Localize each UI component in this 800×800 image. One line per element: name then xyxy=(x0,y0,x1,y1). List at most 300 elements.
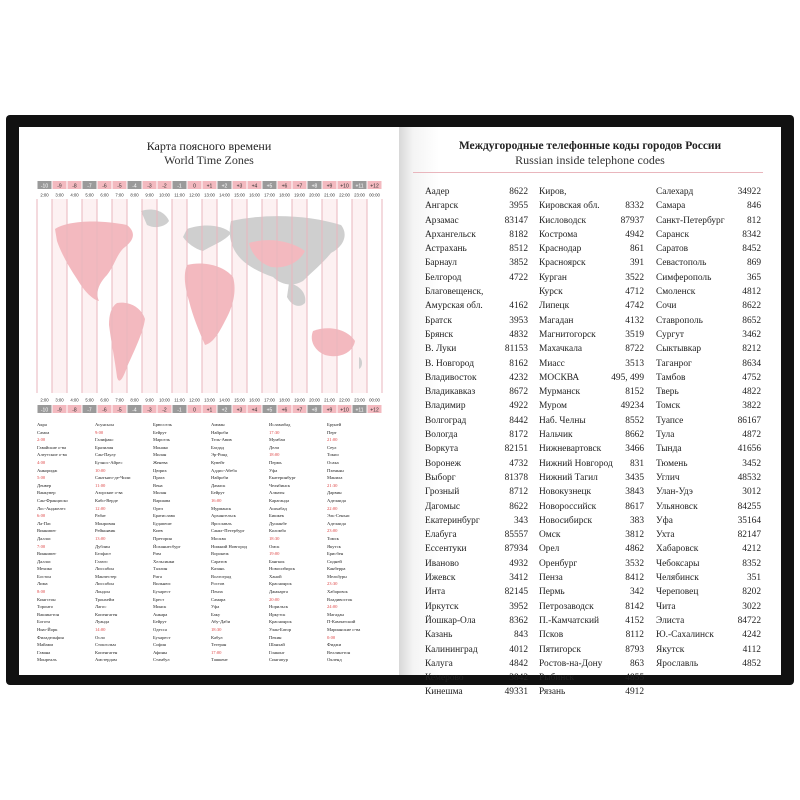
phone-code-row xyxy=(539,342,644,356)
phone-code: 8552 xyxy=(625,415,644,426)
phone-code-row xyxy=(425,671,528,685)
city-entry: Абу-Даби xyxy=(211,619,231,625)
time-label-bottom: 19:00 xyxy=(294,397,305,403)
phone-code: 3452 xyxy=(742,458,761,469)
phone-code-row xyxy=(425,242,528,256)
city-entry: 10:00 xyxy=(95,467,106,473)
phone-code: 3435 xyxy=(625,472,644,483)
phone-code: 8442 xyxy=(509,415,528,426)
city-name: Владивосток xyxy=(425,372,477,383)
phone-code-row xyxy=(425,528,528,542)
offset-label-bottom: +5 xyxy=(266,407,273,414)
time-label-top: 7:00 xyxy=(115,192,124,198)
phone-code: 87934 xyxy=(504,544,528,555)
time-label-top: 15:00 xyxy=(234,192,245,198)
city-name: Братск xyxy=(425,315,452,326)
city-entry: 11:00 xyxy=(95,482,106,488)
offset-label-top: -10 xyxy=(40,183,49,190)
time-label-top: 20:00 xyxy=(309,192,320,198)
phone-code-row xyxy=(656,342,761,356)
city-name: Наб. Челны xyxy=(539,415,586,426)
phone-code-row xyxy=(656,328,761,342)
offset-label-bottom: 0 xyxy=(193,407,196,414)
city-name: Ю.-Сахалинск xyxy=(656,630,714,641)
time-label-bottom: 15:00 xyxy=(234,397,245,403)
city-entry: 17:00 xyxy=(211,649,222,655)
offset-label-top: +10 xyxy=(340,183,349,190)
city-name: Белгород xyxy=(425,272,462,283)
city-entry: Гавана xyxy=(37,649,51,655)
phone-code-row xyxy=(656,199,761,213)
city-name: Амурская обл. xyxy=(425,301,483,312)
phone-code-row xyxy=(656,571,761,585)
city-name: Хабаровск xyxy=(656,544,699,555)
city-entry: 5:00 xyxy=(37,475,46,481)
city-name: Кисловодск xyxy=(539,215,587,226)
city-entry: Монровия xyxy=(95,520,116,526)
city-name: Нальчик xyxy=(539,430,573,441)
city-entry: Нью-Йорк xyxy=(37,627,58,633)
city-entry: Лагос xyxy=(95,604,107,610)
city-name: Нижний Новгород xyxy=(539,458,613,469)
phone-code-row xyxy=(425,256,528,270)
phone-code: 8452 xyxy=(742,244,761,255)
city-entry: Рига xyxy=(153,573,162,579)
phone-code-row xyxy=(539,185,644,199)
city-entry: Сингапур xyxy=(269,657,288,663)
time-zones-subtitle: World Time Zones xyxy=(164,153,254,167)
city-entry: Веллингтон xyxy=(327,649,351,655)
city-name: Аадер xyxy=(425,187,450,197)
phone-code: 3955 xyxy=(509,201,528,212)
phone-code-row xyxy=(539,500,644,514)
city-entry: Галифакс xyxy=(95,437,114,443)
city-entry: Пермь xyxy=(269,459,282,465)
phone-code: 3952 xyxy=(509,601,528,612)
phone-code: 8634 xyxy=(742,358,761,369)
city-name: Омск xyxy=(539,530,561,541)
city-entry: Варшава xyxy=(153,497,171,503)
zone-band xyxy=(37,199,52,393)
phone-code: 4162 xyxy=(509,301,528,312)
city-name: Ижевск xyxy=(425,573,456,584)
phone-code: 86167 xyxy=(737,415,761,426)
city-entry: Челябинск xyxy=(269,482,290,488)
phone-code: 861 xyxy=(629,244,644,255)
phone-code: 4942 xyxy=(625,229,644,240)
city-name: Курск xyxy=(539,287,563,298)
phone-code: 4812 xyxy=(742,287,761,298)
city-entry: Кабо-Верде xyxy=(95,497,118,503)
city-name: Екатеринбург xyxy=(425,515,480,526)
city-entry: Джакарта xyxy=(269,589,288,595)
city-name: Воркута xyxy=(425,444,459,455)
offset-label-bottom: -2 xyxy=(162,407,167,414)
city-entry: Сеул xyxy=(327,444,337,450)
city-entry: Пенза xyxy=(211,589,223,595)
zone-band xyxy=(157,199,172,393)
city-entry: Бейрут xyxy=(153,619,167,625)
city-entry: Сантьяго-де-Чили xyxy=(95,475,131,481)
phone-code: 343 xyxy=(513,515,528,526)
offset-label-bottom: +6 xyxy=(281,407,288,414)
city-entry: Аделаида xyxy=(327,520,346,526)
phone-code: 3812 xyxy=(625,530,644,541)
city-entry: Мурманск xyxy=(211,505,232,511)
offset-label-bottom: +10 xyxy=(340,407,349,414)
city-name: Грозный xyxy=(425,487,460,498)
phone-code-row xyxy=(425,385,528,399)
phone-code-row xyxy=(539,314,644,328)
city-entry: Бостон xyxy=(37,573,51,579)
city-name: Ставрополь xyxy=(656,315,703,326)
city-name: Иваново xyxy=(425,558,459,569)
phone-code: 4932 xyxy=(509,558,528,569)
phone-code: 8142 xyxy=(625,601,644,612)
city-entry: Минск xyxy=(153,604,167,610)
city-name: П.-Камчатский xyxy=(539,615,600,626)
phone-code-row xyxy=(656,657,761,671)
city-entry: Тронхейм xyxy=(95,596,115,602)
city-entry: 12:00 xyxy=(95,505,106,511)
offset-label-bottom: +3 xyxy=(236,407,243,414)
phone-code: 8112 xyxy=(625,630,644,641)
city-entry: Брюссель xyxy=(153,422,172,427)
city-entry: Окленд xyxy=(327,657,342,663)
city-name: Брянск xyxy=(425,329,454,340)
offset-label-bottom: -5 xyxy=(117,407,122,414)
phone-code: 35164 xyxy=(737,515,761,526)
phone-code-row xyxy=(425,614,528,628)
city-name: Калуга xyxy=(425,658,453,669)
phone-code-row xyxy=(539,442,644,456)
city-entry: Дарвин xyxy=(327,490,342,496)
phone-code: 383 xyxy=(629,515,644,526)
time-label-bottom: 22:00 xyxy=(339,397,350,403)
phone-code-row xyxy=(539,671,644,685)
time-label-top: 16:00 xyxy=(249,192,260,198)
city-entry: 4:00 xyxy=(37,459,46,465)
time-label-bottom: 5:00 xyxy=(85,397,94,403)
phone-code: 4752 xyxy=(742,372,761,383)
header-divider xyxy=(413,172,763,173)
time-label-top: 6:00 xyxy=(100,192,109,198)
city-name: Тюмень xyxy=(656,458,688,469)
city-name: Пятигорск xyxy=(539,644,581,655)
zone-band xyxy=(367,199,382,393)
city-entry: Найроби xyxy=(211,429,229,435)
city-name: Миасс xyxy=(539,358,565,369)
city-entry: 16:00 xyxy=(211,497,222,503)
phone-code-row xyxy=(539,328,644,342)
phone-code: 8332 xyxy=(625,201,644,212)
time-label-bottom: 20:00 xyxy=(309,397,320,403)
city-name: Пенза xyxy=(539,573,563,584)
city-entry: Аддис-Абеба xyxy=(211,467,237,473)
phone-code: 3522 xyxy=(625,272,644,283)
city-entry: Марианские о-ва xyxy=(327,627,361,633)
city-entry: Караганда xyxy=(269,497,290,503)
city-entry: 18:30 xyxy=(269,535,280,541)
phone-code: 4712 xyxy=(625,287,644,298)
offset-label-top: +11 xyxy=(355,183,364,190)
phone-code-column xyxy=(656,185,761,671)
phone-code: 8793 xyxy=(625,644,644,655)
time-label-top: 2:00 xyxy=(40,192,49,198)
time-label-top: 4:00 xyxy=(70,192,79,198)
city-entry: Ашхабад xyxy=(269,505,287,511)
phone-code: 3852 xyxy=(509,258,528,269)
phone-code: 4832 xyxy=(509,329,528,340)
phone-code-row xyxy=(656,414,761,428)
phone-code: 8622 xyxy=(509,187,528,197)
phone-code-column xyxy=(539,185,644,700)
offset-label-bottom: -8 xyxy=(72,407,77,414)
city-name: МОСКВА xyxy=(539,372,580,383)
city-entry: Найроби xyxy=(211,475,229,481)
city-name: Ростов-на-Дону xyxy=(539,658,603,669)
city-entry: П-Камчатский xyxy=(327,619,356,625)
zone-band xyxy=(172,199,187,393)
city-entry: Осло xyxy=(95,634,105,640)
city-name: Красноярск xyxy=(539,258,586,269)
city-name: Петрозаводск xyxy=(539,601,594,612)
phone-code-row xyxy=(656,399,761,413)
city-entry: Рейкьявик xyxy=(95,528,116,534)
phone-code-row xyxy=(425,328,528,342)
offset-label-top: -5 xyxy=(117,183,122,190)
city-entry: Сан-Франциско xyxy=(37,497,68,503)
phone-code-row xyxy=(539,485,644,499)
city-name: Выборг xyxy=(425,472,456,483)
city-entry: Майами xyxy=(37,642,53,648)
city-entry: 18:00 xyxy=(269,452,280,458)
city-entry: Ростов xyxy=(211,581,225,587)
phone-code-row xyxy=(539,600,644,614)
city-entry: Саратов xyxy=(211,558,227,564)
phone-code: 3466 xyxy=(625,444,644,455)
phone-code-row xyxy=(425,371,528,385)
phone-code-row xyxy=(425,314,528,328)
city-name: Псков xyxy=(539,630,564,641)
phone-code: 84255 xyxy=(737,501,761,512)
offset-label-top: 0 xyxy=(193,183,196,190)
city-entry: 14:00 xyxy=(95,627,106,633)
phone-code-row xyxy=(425,585,528,599)
city-entry: Кабул xyxy=(211,634,223,640)
phone-code-row xyxy=(425,285,528,299)
city-entry: Дублин xyxy=(95,543,110,549)
city-column xyxy=(153,421,213,664)
phone-code-row xyxy=(656,256,761,270)
offset-label-bottom: -6 xyxy=(102,407,107,414)
phone-code-row xyxy=(656,471,761,485)
phone-code-row xyxy=(656,442,761,456)
phone-code-row xyxy=(539,399,644,413)
phone-code-row xyxy=(425,500,528,514)
time-label-bottom: 3:00 xyxy=(55,397,64,403)
phone-code-row xyxy=(656,514,761,528)
time-label-top: 8:00 xyxy=(130,192,139,198)
offset-label-top: +8 xyxy=(311,183,318,190)
phone-code-row xyxy=(656,614,761,628)
phone-code-row xyxy=(425,414,528,428)
phone-code: 34922 xyxy=(737,187,761,197)
phone-code-row xyxy=(539,228,644,242)
city-column xyxy=(327,421,387,664)
city-entry: Белфаст xyxy=(95,551,112,557)
phone-code: 3532 xyxy=(625,558,644,569)
city-name: Орел xyxy=(539,544,560,555)
city-entry: Филадельфия xyxy=(37,634,64,640)
time-label-bottom: 16:00 xyxy=(249,397,260,403)
phone-code-row xyxy=(539,614,644,628)
city-entry: Санкт-Петербург xyxy=(211,528,245,534)
city-column xyxy=(269,421,329,664)
city-entry: Асунсьон xyxy=(95,422,114,427)
offset-label-bottom: -7 xyxy=(87,407,92,414)
phone-code-row xyxy=(425,600,528,614)
phone-code: 8652 xyxy=(742,315,761,326)
offset-label-top: +4 xyxy=(251,183,258,190)
city-entry: Гонконг xyxy=(269,649,285,655)
phone-code: 8152 xyxy=(625,387,644,398)
offset-label-top: -2 xyxy=(162,183,167,190)
city-column xyxy=(95,421,155,664)
city-entry: Ярославль xyxy=(211,520,232,526)
city-entry: Стокгольм xyxy=(95,642,116,648)
city-entry: 21:30 xyxy=(327,482,338,488)
phone-code-row xyxy=(425,442,528,456)
offset-label-top: +5 xyxy=(266,183,273,190)
city-entry: Луанда xyxy=(95,619,110,625)
phone-code: 4012 xyxy=(509,644,528,655)
city-entry: Кувейт xyxy=(211,459,225,465)
city-entry: Дамаск xyxy=(211,482,226,488)
phone-code-row xyxy=(539,571,644,585)
city-column xyxy=(211,421,271,664)
city-name: Ангарск xyxy=(425,201,459,212)
left-page xyxy=(19,127,399,675)
phone-code-row xyxy=(656,242,761,256)
city-entry: Копенгаген xyxy=(95,649,118,655)
city-name: Туапсе xyxy=(656,415,684,426)
city-entry: Ташкент xyxy=(211,657,228,663)
city-name: Челябинск xyxy=(656,573,699,584)
city-entry: Амстердам xyxy=(95,657,117,663)
offset-label-top: -3 xyxy=(147,183,152,190)
phone-code-row xyxy=(539,271,644,285)
city-entry: Бруней xyxy=(327,422,342,427)
city-entry: 21:00 xyxy=(327,437,338,443)
city-name: Махачкала xyxy=(539,344,583,355)
phone-code-row xyxy=(539,242,644,256)
city-name: Салехард xyxy=(656,187,694,197)
city-entry: Буэнос-Айрес xyxy=(95,459,123,465)
city-entry: Глазго xyxy=(95,558,108,564)
time-label-top: 13:00 xyxy=(204,192,215,198)
phone-code: 8722 xyxy=(625,344,644,355)
city-entry: Даллас xyxy=(37,558,51,564)
city-entry: Женева xyxy=(153,459,168,465)
offset-label-top: +7 xyxy=(296,183,303,190)
city-name: Саранск xyxy=(656,229,689,240)
city-name: Пермь xyxy=(539,587,565,598)
city-name: Тверь xyxy=(656,387,679,398)
phone-code-row xyxy=(539,471,644,485)
city-entry: Шанхай xyxy=(269,642,285,648)
phone-code-row xyxy=(656,285,761,299)
city-entry: Мельбурн xyxy=(327,573,347,579)
offset-label-top: -6 xyxy=(102,183,107,190)
city-entry: 6:00 xyxy=(37,513,46,519)
offset-label-bottom: +7 xyxy=(296,407,303,414)
phone-code: 4232 xyxy=(509,372,528,383)
city-entry: 13:00 xyxy=(95,535,106,541)
city-name: Оренбург xyxy=(539,558,578,569)
phone-code: 4152 xyxy=(625,615,644,626)
city-entry: Екатеринбург xyxy=(269,475,296,481)
offset-label-top: -7 xyxy=(87,183,92,190)
city-name: Санкт-Петербург xyxy=(656,215,725,226)
phone-code-row xyxy=(656,457,761,471)
city-entry: Ла-Пас xyxy=(37,520,52,526)
city-entry: Богота xyxy=(37,619,51,625)
city-entry: Бангкок xyxy=(269,558,285,564)
offset-label-bottom: -10 xyxy=(40,407,49,414)
city-entry: Владивосток xyxy=(327,596,353,602)
city-entry: Братислава xyxy=(153,513,175,519)
city-entry: Алеутские о-ва xyxy=(37,452,67,458)
city-entry: Аделаида xyxy=(327,497,346,503)
phone-code-row xyxy=(656,385,761,399)
city-name: Йошкар-Ола xyxy=(425,615,476,626)
phone-code-row xyxy=(539,414,644,428)
phone-code: 3513 xyxy=(625,358,644,369)
phone-code: 48532 xyxy=(737,472,761,483)
phone-code-row xyxy=(425,657,528,671)
city-name: Сыктывкар xyxy=(656,344,702,355)
city-entry: Лос-Анджелес xyxy=(37,505,66,511)
city-entry: Пхеньян xyxy=(327,467,344,473)
city-entry: Хельсинки xyxy=(153,558,175,564)
offset-label-top: +12 xyxy=(370,183,379,190)
city-entry: Таллин xyxy=(153,566,168,572)
city-entry: Томск xyxy=(327,535,339,541)
city-entry: Москва xyxy=(211,535,226,541)
city-name: Нижневартовск xyxy=(539,444,602,455)
time-label-bottom: 17:00 xyxy=(264,397,275,403)
phone-code-row xyxy=(425,571,528,585)
city-name: Калининград xyxy=(425,644,478,655)
phone-code-row xyxy=(425,185,528,199)
city-entry: Красноярск xyxy=(269,619,292,625)
city-name: Новороссийск xyxy=(539,501,597,512)
city-entry: Монреаль xyxy=(37,657,57,663)
city-name: Чита xyxy=(656,601,676,612)
city-name: Элиста xyxy=(656,615,685,626)
city-entry: Пекин xyxy=(269,634,282,640)
city-entry: Орел xyxy=(153,505,163,511)
phone-code: 3012 xyxy=(742,487,761,498)
city-entry: Лондон xyxy=(95,589,110,595)
offset-label-top: +2 xyxy=(221,183,228,190)
city-name: Благовещенск, xyxy=(425,287,484,298)
city-name: Барнаул xyxy=(425,258,457,269)
phone-code: 4732 xyxy=(509,458,528,469)
city-entry: Виннипег xyxy=(37,528,57,534)
time-label-top: 9:00 xyxy=(145,192,154,198)
